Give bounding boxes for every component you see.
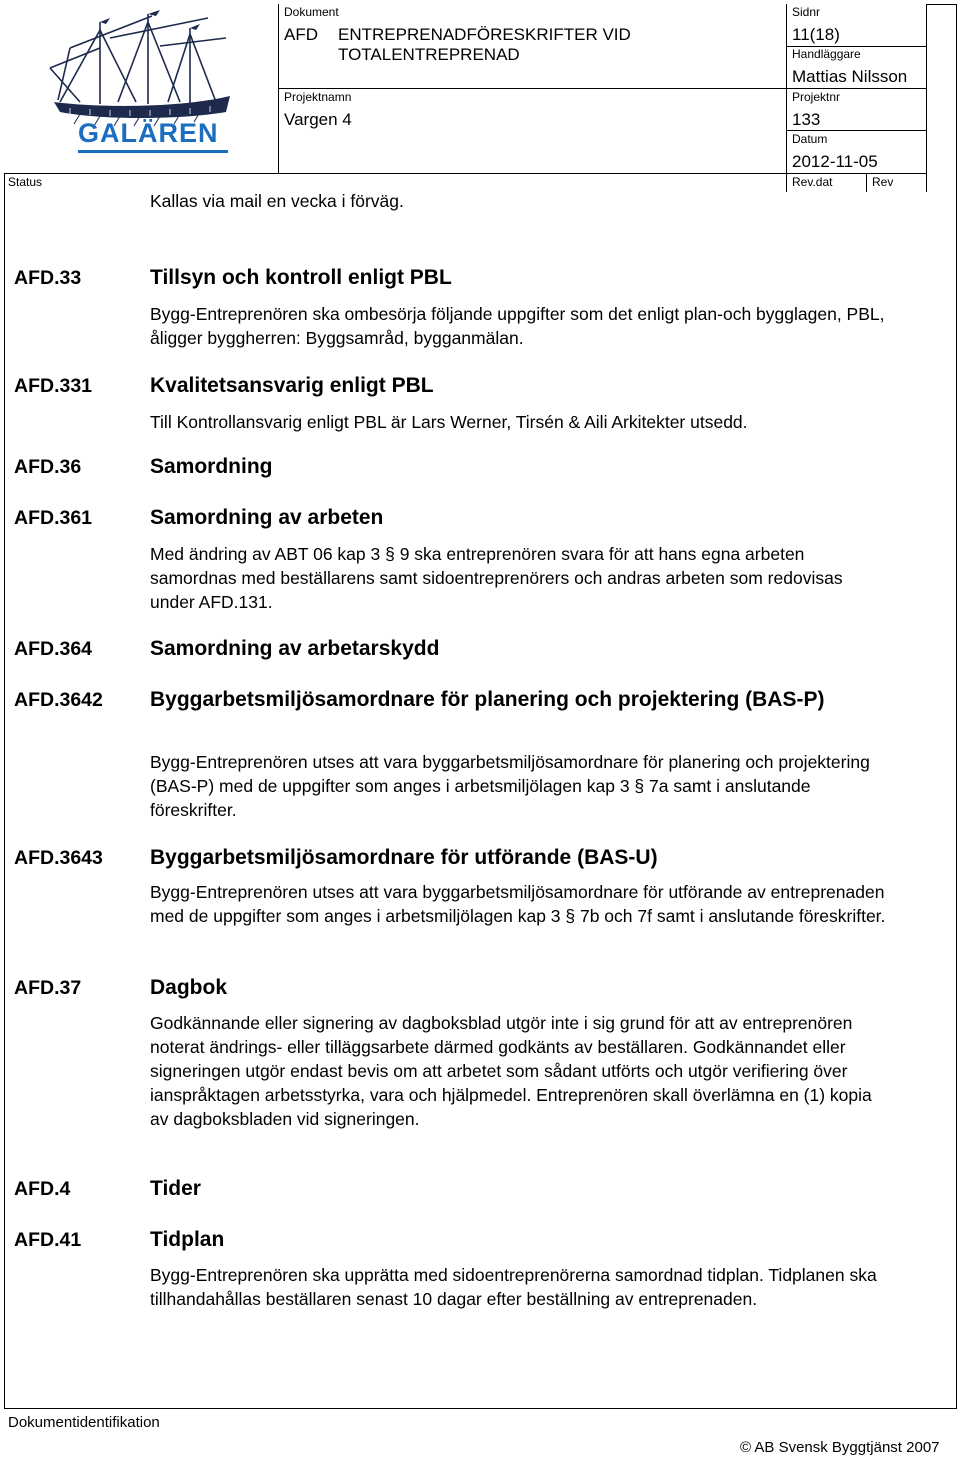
section-heading: Kvalitetsansvarig enligt PBL — [150, 374, 434, 397]
section-code: AFD.361 — [14, 507, 93, 529]
status-label: Status — [8, 175, 43, 189]
section-heading: Byggarbetsmiljösamordnare för utförande (BAS-U) — [150, 846, 658, 869]
body-paragraph: Bygg-Entreprenören utses att vara byggarbetsmiljösamordnare för planering och projektering (BAS-P) med de uppgifter som anges i arbetsmiljölagen kap 3 § 7a samt i anslutande föreskrifter. — [150, 752, 870, 820]
header-rule-1 — [278, 88, 926, 89]
logo-underline — [78, 150, 228, 153]
section-body — [150, 542, 890, 614]
section-heading: Samordning av arbeten — [150, 506, 384, 529]
header-rule-status — [4, 173, 926, 174]
handlaggare-value: Mattias Nilsson — [792, 67, 908, 86]
section-code: AFD.331 — [14, 375, 93, 397]
section-heading: Tidplan — [150, 1228, 225, 1251]
handlaggare-label: Handläggare — [792, 47, 861, 61]
body-paragraph: Bygg-Entreprenören ska upprätta med sidoentreprenörerna samordnad tidplan. Tidplanen ska tillhandahållas beställaren senast 10 dagar efter beställning av entreprenaden. — [150, 1265, 877, 1309]
section-code: AFD.364 — [14, 638, 93, 660]
body-paragraph: Bygg-Entreprenören utses att vara byggarbetsmiljösamordnare för utförande av entreprenaden med de uppgifter som anges i arbetsmiljölagen kap 3 § 7b och 7f samt i anslutande föreskrifter. — [150, 882, 886, 926]
body-paragraph: Bygg-Entreprenören ska ombesörja följande uppgifter som det enligt plan-och bygglagen, PBL, åligger byggherren: Byggsamråd, bygganmälan. — [150, 304, 885, 348]
section-heading: Dagbok — [150, 976, 228, 999]
afd-code: AFD — [284, 25, 318, 44]
section-body — [150, 750, 890, 822]
dokument-label: Dokument — [284, 5, 339, 19]
logo-wordmark: GALÄREN — [78, 118, 219, 148]
datum-label: Datum — [792, 132, 828, 146]
page-frame-bottom — [4, 1408, 957, 1409]
header-divider-rev — [866, 173, 867, 192]
section-code: AFD.3642 — [14, 689, 103, 711]
section-code: AFD.37 — [14, 977, 82, 999]
projektnamn-value: Vargen 4 — [284, 110, 352, 129]
section-heading: Tider — [150, 1177, 201, 1200]
section-body — [150, 302, 890, 350]
section-heading: Samordning av arbetarskydd — [150, 637, 440, 660]
projektnamn-label: Projektnamn — [284, 90, 352, 104]
section-body — [150, 1263, 890, 1311]
section-heading: Tillsyn och kontroll enligt PBL — [150, 266, 452, 289]
intro-line: Kallas via mail en vecka i förväg. — [150, 191, 404, 211]
body-paragraph: Med ändring av ABT 06 kap 3 § 9 ska entreprenören svara för att hans egna arbeten samordnas med beställarens samt sidoentreprenörers och andras arbeten som redovisas under AFD.131. — [150, 544, 843, 612]
page-frame-header-right — [926, 4, 927, 192]
page-frame-right — [956, 4, 957, 1408]
body-paragraph: Till Kontrollansvarig enligt PBL är Lars Werner, Tirsén & Aili Arkitekter utsedd. — [150, 412, 748, 432]
document-title-line1: ENTREPRENADFÖRESKRIFTER VID — [338, 25, 631, 44]
datum-value: 2012-11-05 — [792, 152, 878, 171]
section-body — [150, 1011, 890, 1131]
body-paragraph: Godkännande eller signering av dagboksblad utgör inte i sig grund för att av entreprenören noterat ändrings- eller tilläggsarbete därmed godkänts av beställaren. Godkännandet eller signeringen utgör endast bevis om att arbetet som sådant utförts och utgör verifiering över ianspråktagen arbetsstyrka, vara och hjälpmedel. Entreprenören skall överlämna en (1) kopia av dagboksbladen vid signeringen. — [150, 1013, 872, 1129]
section-code: AFD.41 — [14, 1229, 82, 1251]
section-heading: Byggarbetsmiljösamordnare för planering och projektering (BAS-P) — [150, 688, 825, 711]
footer-copyright: © AB Svensk Byggtjänst 2007 — [740, 1439, 940, 1456]
section-code: AFD.36 — [14, 456, 82, 478]
section-code: AFD.3643 — [14, 847, 103, 869]
section-body — [150, 880, 890, 928]
document-title-line2: TOTALENTREPRENAD — [338, 45, 520, 64]
sidnr-label: Sidnr — [792, 5, 821, 19]
header-divider-right — [786, 4, 787, 192]
galaren-logo — [40, 8, 240, 156]
projektnr-value: 133 — [792, 110, 821, 129]
footer-doc-id: Dokumentidentifikation — [8, 1414, 160, 1431]
section-body — [150, 410, 930, 434]
header-divider-left — [278, 4, 279, 174]
sidnr-value: 11(18) — [792, 25, 840, 44]
page-frame-left — [4, 173, 5, 1408]
rev-label: Rev — [872, 175, 894, 189]
header-rule-3 — [786, 130, 926, 131]
page-frame-top — [926, 4, 957, 5]
section-code: AFD.4 — [14, 1178, 71, 1200]
section-code: AFD.33 — [14, 267, 82, 289]
revdat-label: Rev.dat — [792, 175, 833, 189]
projektnr-label: Projektnr — [792, 90, 841, 104]
section-heading: Samordning — [150, 455, 273, 478]
